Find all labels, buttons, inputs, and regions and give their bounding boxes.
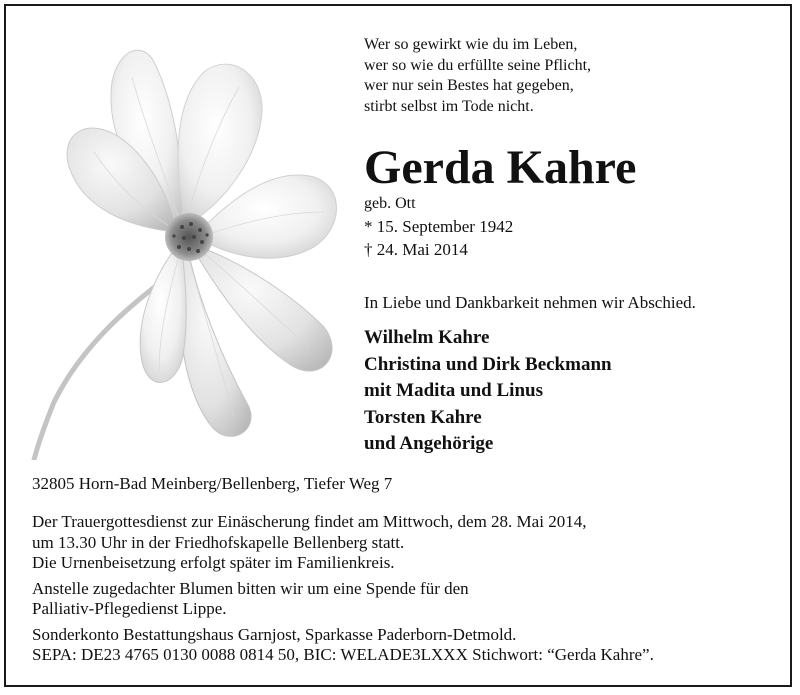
service-line: Der Trauergottesdienst zur Einäscherung findet am Mittwoch, dem 28. Mai 2014, xyxy=(32,512,587,531)
service-info xyxy=(32,512,654,574)
notice-body xyxy=(32,512,654,671)
poem-line: stirbt selbst im Tode nicht. xyxy=(364,97,534,115)
death-date: † 24. Mai 2014 xyxy=(364,240,468,259)
birth-name: geb. Ott xyxy=(364,195,416,212)
family-list xyxy=(364,325,612,458)
bank-line: SEPA: DE23 4765 0130 0088 0814 50, BIC: WELADE3LXXX Stichwort: “Gerda Kahre”. xyxy=(32,645,654,664)
family-member: mit Madita und Linus xyxy=(364,380,543,401)
family-member: Wilhelm Kahre xyxy=(364,327,490,348)
family-member: und Angehörige xyxy=(364,433,494,454)
obituary-notice xyxy=(4,4,792,687)
donation-line: Anstelle zugedachter Blumen bitten wir um eine Spende für den xyxy=(32,578,469,598)
deceased-details xyxy=(364,193,513,261)
cosmos-flower-image xyxy=(24,42,354,460)
memorial-poem xyxy=(364,35,591,117)
donation-line: Palliativ-Pflegedienst Lippe. xyxy=(32,599,227,618)
donation-info xyxy=(32,579,654,620)
farewell-line: In Liebe und Dankbarkeit nehmen wir Abschied. xyxy=(364,293,696,312)
family-address: 32805 Horn-Bad Meinberg/Bellenberg, Tiefer Weg 7 xyxy=(32,474,393,493)
family-member: Torsten Kahre xyxy=(364,406,482,428)
birth-date: * 15. September 1942 xyxy=(364,217,514,236)
service-line: Die Urnenbeisetzung erfolgt später im Familienkreis. xyxy=(32,553,395,572)
poem-line: Wer so gewirkt wie du im Leben, xyxy=(364,36,578,53)
bank-line: Sonderkonto Bestattungshaus Garnjost, Sparkasse Paderborn-Detmold. xyxy=(32,624,517,644)
poem-line: wer nur sein Bestes hat gegeben, xyxy=(364,77,574,94)
poem-line: wer so wie du erfüllte seine Pflicht, xyxy=(364,56,592,74)
service-line: um 13.30 Uhr in der Friedhofskapelle Bellenberg statt. xyxy=(32,532,405,552)
bank-info xyxy=(32,625,654,666)
family-member: Christina und Dirk Beckmann xyxy=(364,353,612,375)
deceased-name: Gerda Kahre xyxy=(364,141,637,194)
